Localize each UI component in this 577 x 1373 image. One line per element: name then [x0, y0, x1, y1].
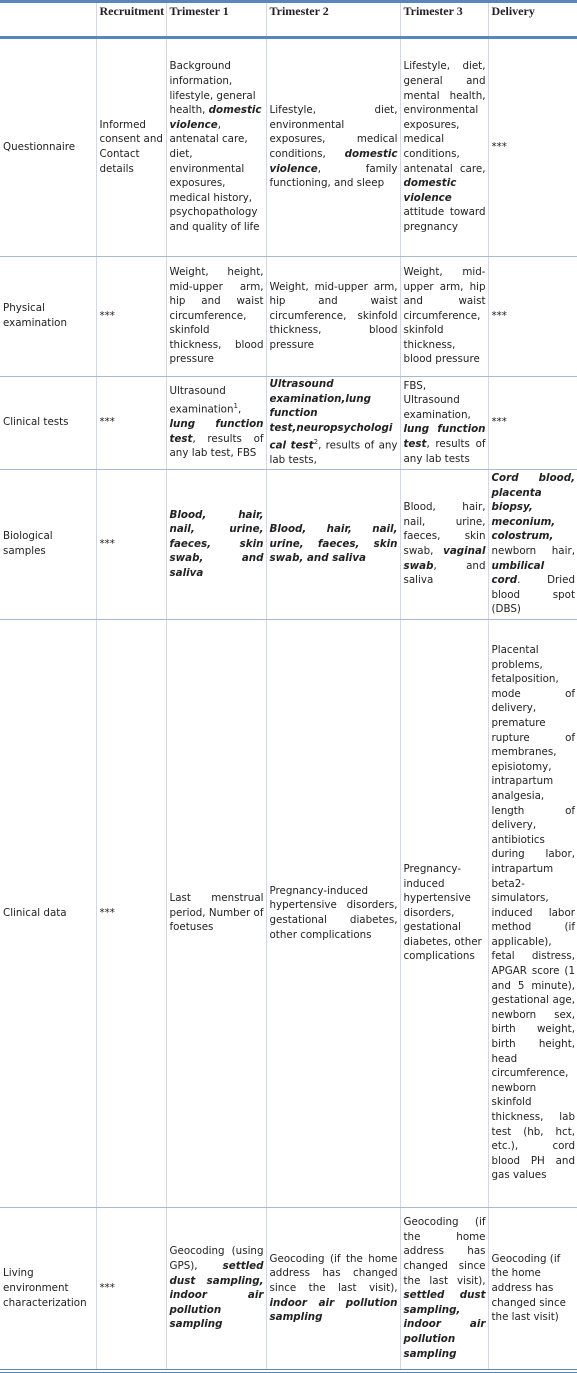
footnote-marker: 2 — [313, 438, 319, 447]
cell-trimester-1 — [166, 257, 266, 377]
cell-trimester-2 — [266, 619, 400, 1207]
row-clinical-data — [0, 619, 577, 1207]
cell-text: Geocoding (if the home address has changed since the last visit), — [269, 1252, 398, 1294]
cell-trimester-3 — [400, 377, 488, 470]
cell-trimester-1 — [166, 1207, 266, 1371]
row-questionnaire — [0, 38, 577, 257]
cell-trimester-2 — [266, 257, 400, 377]
cell-text: FBS, Ultrasound examination, — [403, 379, 471, 421]
emphasis-text: lung function test — [403, 423, 486, 451]
cell-text: Weight, mid-upper arm, hip and waist circumference, skinfold thickness, blood pressure — [403, 265, 486, 366]
cell-trimester-1 — [166, 377, 266, 470]
row-living-environment — [0, 1207, 577, 1371]
emphasis-text: Ultrasound examination,lung function test,neuropsychological test — [269, 378, 393, 452]
cell-trimester-2 — [266, 469, 400, 619]
row-clinical-tests — [0, 377, 577, 470]
cell-text: Weight, mid-upper arm, hip and waist circumference, skinfold thickness, blood pressure — [269, 280, 398, 351]
cell-text: Lifestyle, diet, general and mental health, environmental exposures, medical conditions, antenatal care, — [403, 60, 486, 175]
cell-text: , and saliva — [403, 559, 486, 587]
row-physical-examination — [0, 257, 577, 377]
cell-delivery — [488, 469, 577, 619]
header-cell-blank — [0, 2, 96, 38]
cell-recruitment: *** — [96, 257, 166, 377]
emphasis-text: settled dust sampling, indoor air pollution sampling — [169, 1260, 264, 1331]
cell-recruitment: Informed consent and Contact details — [96, 38, 166, 257]
emphasis-text: indoor air pollution sampling — [269, 1296, 398, 1324]
emphasis-text: domestic violence — [269, 148, 398, 175]
cell-delivery: *** — [488, 38, 577, 257]
row-label: Physical examination — [0, 257, 96, 377]
cell-trimester-1 — [166, 469, 266, 619]
cell-trimester-3 — [400, 1207, 488, 1371]
emphasis-text: domestic violence — [403, 177, 457, 204]
cell-text: Pregnancy-induced hypertensive disorders, gestational diabetes, other complications — [269, 884, 398, 941]
cell-text: Geocoding (if the home address has changed since the last visit) — [491, 1252, 566, 1324]
header-trimester-2: Trimester 2 — [266, 2, 400, 38]
cell-trimester-3 — [400, 469, 488, 619]
cell-text: attitude toward pregnancy — [403, 206, 486, 233]
emphasis-text: domestic violence — [169, 104, 262, 131]
cell-text: Placental problems, fetalposition, mode of delivery, premature rupture of membranes, episiotomy, intrapartum analgesia, length of delivery, antibiotics during labor, intrapartum beta2-simulators, induced labor method (if applicable), fetal distress, APGAR score (1 and 5 minute), gestational age, newborn sex, birth weight, birth height, head circumference, newborn skinfold thickness, lab test (hb, hct, etc.), cord blood PH and gas values — [491, 644, 575, 1182]
cell-text: , family functioning, and sleep — [269, 162, 398, 190]
cell-text: , antenatal care, diet, environmental exposures, medical history, psychopathology and quality of life — [169, 118, 260, 233]
cell-trimester-3 — [400, 38, 488, 257]
cell-text: Blood, hair, nail, urine, faeces, skin swab, — [403, 501, 486, 557]
cell-trimester-2 — [266, 38, 400, 257]
cell-text: newborn hair, — [491, 544, 575, 557]
cell-text: , — [237, 403, 242, 416]
cell-delivery — [488, 619, 577, 1207]
cell-text: Geocoding (using GPS), — [169, 1245, 264, 1273]
cell-text: , results of any lab tests — [403, 438, 486, 465]
cell-text: , results of any lab tests, — [269, 439, 398, 467]
row-label: Questionnaire — [0, 38, 96, 257]
cell-delivery — [488, 1207, 577, 1371]
cell-text: Weight, height, mid-upper arm, hip and waist circumference, skinfold thickness, blood pressure — [169, 265, 264, 366]
cell-text: Geocoding (if the home address has changed since the last visit), — [403, 1216, 486, 1287]
cell-recruitment: *** — [96, 377, 166, 470]
cell-text: Pregnancy-induced hypertensive disorders, gestational diabetes, other complications — [403, 862, 482, 963]
cell-recruitment: *** — [96, 469, 166, 619]
cell-trimester-2 — [266, 377, 400, 470]
cell-delivery: *** — [488, 377, 577, 470]
cell-text: , results of any lab test, FBS — [169, 432, 264, 460]
header-recruitment: Recruitment — [96, 2, 166, 38]
cell-trimester-1 — [166, 619, 266, 1207]
cell-text: Last menstrual period, Number of foetuses — [169, 892, 264, 934]
cell-text: Lifestyle, diet, environmental exposures, medical conditions, — [269, 104, 398, 160]
emphasis-text: settled dust sampling, indoor air pollution sampling — [403, 1289, 486, 1360]
row-label: Living environment characterization — [0, 1207, 96, 1371]
row-biological-samples — [0, 469, 577, 619]
emphasis-text: lung function test — [169, 417, 264, 445]
emphasis-text: umbilical cord — [491, 559, 545, 587]
cell-trimester-2 — [266, 1207, 400, 1371]
header-trimester-1: Trimester 1 — [166, 2, 266, 38]
footnote-marker: 1 — [233, 401, 238, 410]
emphasis-text: Blood, hair, nail, urine, faeces, skin swab, and saliva — [269, 523, 398, 565]
cell-text: Ultrasound examination — [169, 385, 234, 416]
emphasis-text: vaginal swab — [403, 544, 486, 572]
emphasis-text: Cord blood, placenta biopsy, meconium, colostrum, — [491, 472, 575, 543]
cell-delivery: *** — [488, 257, 577, 377]
header-delivery: Delivery — [488, 2, 577, 38]
row-label: Biological samples — [0, 469, 96, 619]
cell-trimester-3 — [400, 619, 488, 1207]
cell-text: . Dried blood spot (DBS) — [491, 574, 575, 616]
row-label: Clinical data — [0, 619, 96, 1207]
row-label: Clinical tests — [0, 377, 96, 470]
header-trimester-3: Trimester 3 — [400, 2, 488, 38]
header-row — [0, 2, 577, 38]
cell-trimester-1 — [166, 38, 266, 257]
cell-recruitment: *** — [96, 619, 166, 1207]
cell-recruitment: *** — [96, 1207, 166, 1371]
emphasis-text: Blood, hair, nail, urine, faeces, skin swab, and saliva — [169, 508, 264, 579]
cell-trimester-3 — [400, 257, 488, 377]
cell-text: Background information, lifestyle, general health, — [169, 60, 256, 117]
